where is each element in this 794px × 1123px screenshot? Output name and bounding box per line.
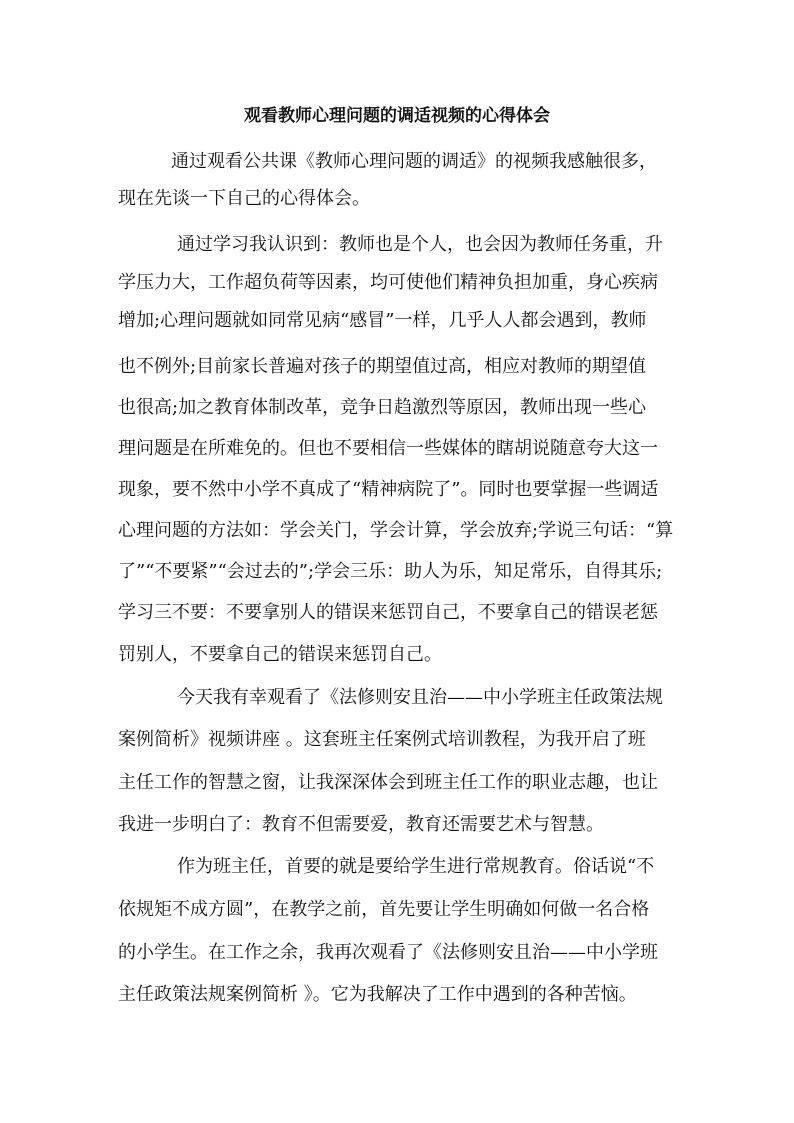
paragraph-4-line-3: 的小学生。在工作之余，我再次观看了《法修则安且治——中小学班: [118, 942, 658, 963]
paragraph-2-line-7: 现象，要不然中小学不真成了“精神病院了”。同时也要掌握一些调适: [118, 479, 659, 500]
paragraph-2-line-11: 罚别人，不要拿自己的错误来惩罚自己。: [118, 644, 442, 665]
paragraph-2-line-3: 增加;心理问题就如同常见病“感冒”一样，几乎人人都会遇到，教师: [118, 310, 647, 331]
paragraph-1-line-1: 通过观看公共课《教师心理问题的调适》的视频我感触很多，: [171, 151, 657, 172]
paragraph-2-line-2: 学压力大，工作超负荷等因素，均可使他们精神负担加重，身心疾病: [118, 272, 658, 293]
paragraph-4-line-2: 依规矩不成方圆”，在教学之前，首先要让学生明确如何做一名合格: [118, 899, 650, 920]
document-title: 观看教师心理问题的调适视频的心得体会: [244, 106, 550, 126]
paragraph-2-line-8: 心理问题的方法如：学会关门，学会计算，学会放弃;学说三句话：“算: [118, 520, 674, 541]
paragraph-2-line-6: 理问题是在所难免的。但也不要相信一些媒体的瞎胡说随意夸大这一: [118, 438, 658, 459]
paragraph-4-line-1: 作为班主任，首要的就是要给学生进行常规教育。俗话说“不: [177, 856, 655, 877]
paragraph-4-line-4: 主任政策法规案例简析 》。它为我解决了工作中遇到的各种苦恼。: [118, 984, 637, 1005]
paragraph-2-line-9: 了”“不要紧”“会过去的”;学会三乐：助人为乐，知足常乐，自得其乐;: [118, 561, 663, 582]
paragraph-3-line-4: 我进一步明白了：教育不但需要爱，教育还需要艺术与智慧。: [118, 814, 604, 835]
paragraph-2-line-4: 也不例外;目前家长普遍对孩子的期望值过高，相应对教师的期望值: [118, 356, 647, 377]
paragraph-3-line-3: 主任工作的智慧之窗，让我深深体会到班主任工作的职业志趣，也让: [118, 772, 658, 793]
paragraph-1-line-2: 现在先谈一下自己的心得体会。: [118, 188, 370, 209]
paragraph-3-line-1: 今天我有幸观看了《法修则安且治——中小学班主任政策法规: [177, 687, 663, 708]
paragraph-2-line-1: 通过学习我认识到：教师也是个人，也会因为教师任务重，升: [177, 234, 663, 255]
paragraph-3-line-2: 案例简析》视频讲座 。这套班主任案例式培训教程，为我开启了班: [118, 729, 646, 750]
paragraph-2-line-10: 学习三不要：不要拿别人的错误来惩罚自己，不要拿自己的错误老惩: [118, 602, 658, 623]
paragraph-2-line-5: 也很高;加之教育体制改革，竞争日趋激烈等原因，教师出现一些心: [118, 397, 647, 418]
